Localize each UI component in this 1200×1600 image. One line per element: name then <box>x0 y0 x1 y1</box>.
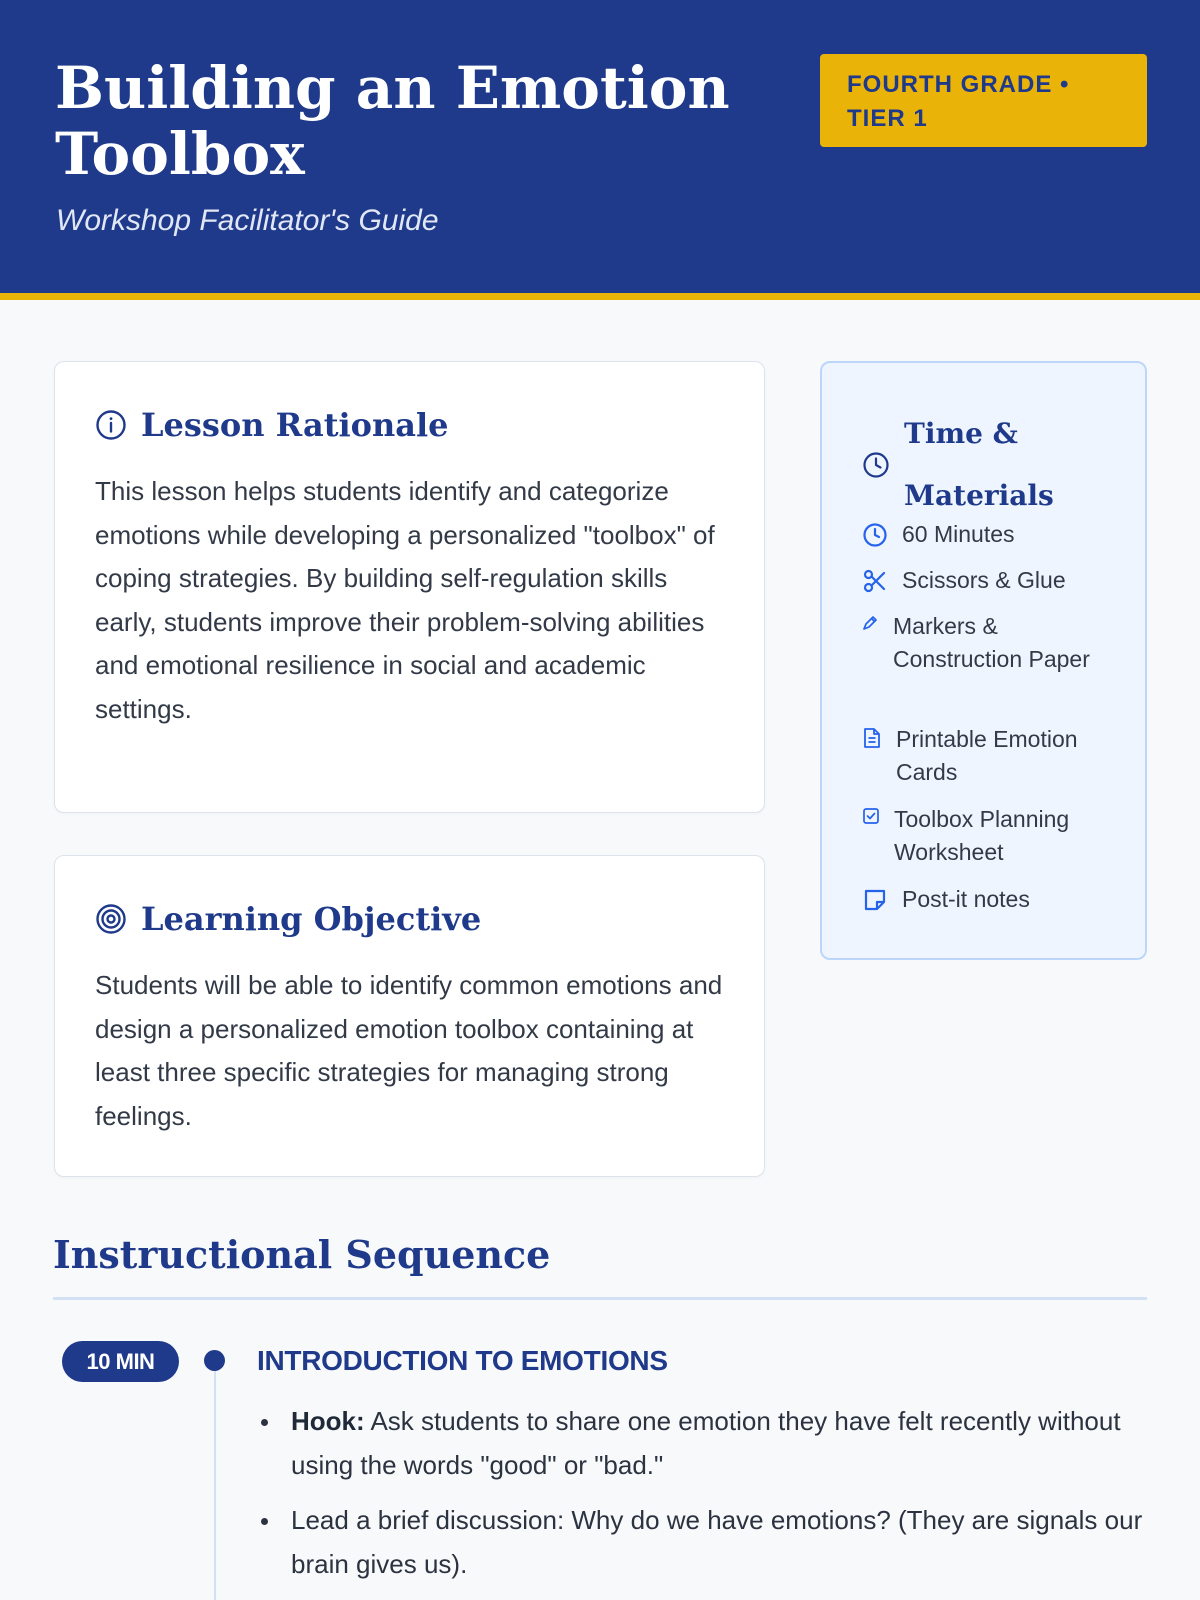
step-bullet-list <box>257 1400 1147 1598</box>
objective-header <box>95 900 481 938</box>
grade-tier-badge: FOURTH GRADE • TIER 1 <box>820 54 1147 147</box>
material-label: Printable Emotion Cards <box>896 726 1078 785</box>
material-item <box>862 518 1015 551</box>
rationale-title: Lesson Rationale <box>141 406 449 444</box>
material-label: Scissors & Glue <box>902 567 1066 593</box>
sticky-note-icon <box>862 887 888 913</box>
objective-title: Learning Objective <box>141 900 482 938</box>
section-divider <box>53 1297 1147 1300</box>
material-label: Post-it notes <box>902 886 1030 912</box>
clock-icon <box>862 451 890 479</box>
bullet-lead: Hook: <box>291 1406 365 1436</box>
objective-card <box>54 855 765 1177</box>
rationale-text: This lesson helps students identify and categorize emotions while developing a personalized "toolbox" of coping strategies. By building self-regulation skills early, students improve their problem-solving abilities and emotional resilience in social and academic settings. <box>95 476 715 724</box>
material-label: 60 Minutes <box>902 521 1015 547</box>
materials-title: Time & Materials <box>904 417 1054 512</box>
material-label: Markers & Construction Paper <box>893 613 1090 672</box>
material-item <box>862 723 1111 789</box>
step-bullet <box>257 1499 1147 1586</box>
checklist-icon <box>862 807 880 825</box>
rationale-card <box>54 361 765 813</box>
marker-icon <box>862 614 879 631</box>
materials-header <box>862 403 1104 527</box>
material-item <box>862 564 1066 597</box>
rationale-header <box>95 406 449 444</box>
bullet-text: Ask students to share one emotion they have felt recently without using the words "good" or "bad." <box>291 1406 1121 1480</box>
materials-panel <box>820 361 1147 960</box>
info-circle-icon <box>95 409 127 441</box>
section-title: Instructional Sequence <box>53 1232 551 1277</box>
material-item <box>862 803 1104 869</box>
duration-pill: 10 MIN <box>62 1341 179 1382</box>
page-header <box>0 0 1200 300</box>
material-item <box>862 883 1030 916</box>
page-subtitle: Workshop Facilitator's Guide <box>56 204 439 237</box>
document-icon <box>862 727 882 749</box>
timeline-line <box>214 1358 216 1600</box>
target-icon <box>95 903 127 935</box>
material-label: Toolbox Planning Worksheet <box>894 806 1070 865</box>
step-bullet <box>257 1400 1147 1487</box>
page-title: Building an Emotion Toolbox <box>55 54 730 188</box>
clock-icon <box>862 522 888 548</box>
bullet-text: Lead a brief discussion: Why do we have emotions? (They are signals our brain gives us). <box>291 1505 1143 1579</box>
material-item <box>862 610 1093 676</box>
objective-text: Students will be able to identify common emotions and design a personalized emotion toolbox containing at least three specific strategies for managing strong feelings. <box>95 970 723 1131</box>
step-title: INTRODUCTION TO EMOTIONS <box>257 1345 668 1376</box>
scissors-icon <box>862 568 888 594</box>
timeline-dot <box>204 1350 225 1371</box>
